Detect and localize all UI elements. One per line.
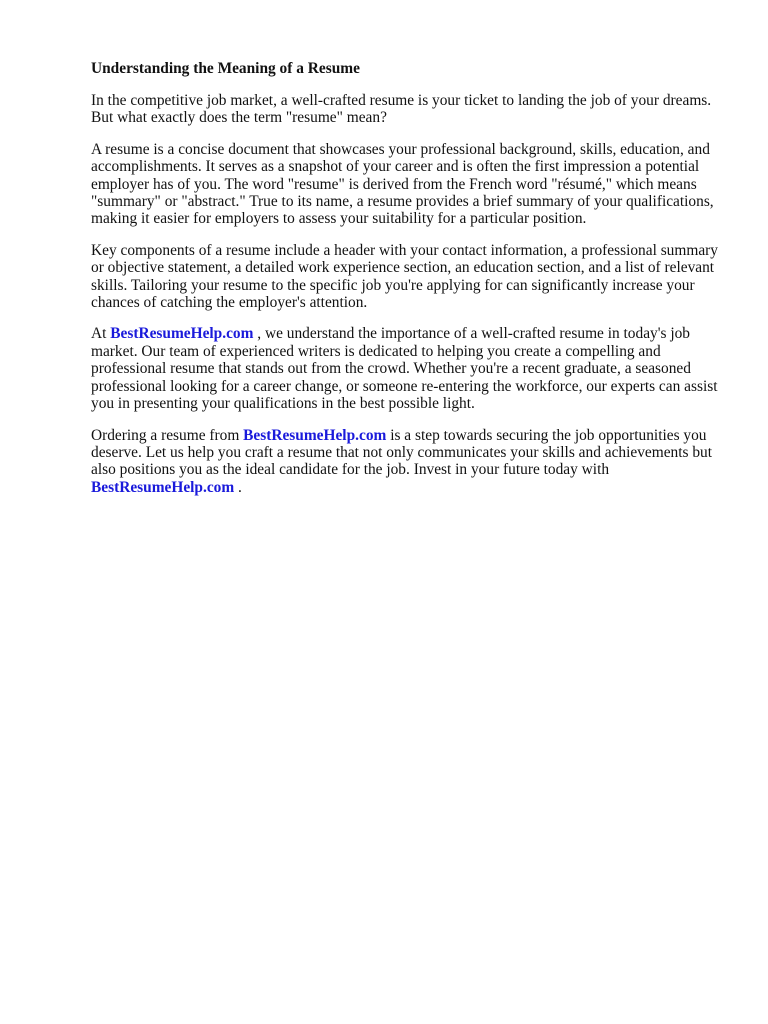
bestresumehelp-link[interactable]: BestResumeHelp.com xyxy=(243,426,387,444)
bestresumehelp-link[interactable]: BestResumeHelp.com xyxy=(91,478,235,496)
paragraph-definition: A resume is a concise document that showcases your professional background, skills, education, and accomplishments. It serves as a snapshot of your career and is often the first impression a potential employer has of you. The word "resume" is derived from the French word "résumé," which means "summary" or "abstract." True to its name, a resume provides a brief summary of your qualifications, making it easier for employers to assess your suitability for a particular position. xyxy=(91,140,714,228)
paragraph-service xyxy=(91,325,726,412)
paragraph-ordering xyxy=(91,427,726,497)
paragraph-ordering-suffix: . xyxy=(234,478,242,496)
bestresumehelp-link[interactable]: BestResumeHelp.com xyxy=(110,325,254,343)
document-title: Understanding the Meaning of a Resume xyxy=(91,60,360,77)
paragraph-intro: In the competitive job market, a well-crafted resume is your ticket to landing the job of your dreams. But what exactly does the term "resume" mean? xyxy=(91,92,712,127)
document-page xyxy=(91,60,726,510)
paragraph-components: Key components of a resume include a header with your contact information, a professional summary or objective statement, a detailed work experience section, an education section, and a list of relevant skills. Tailoring your resume to the specific job you're applying for can significantly increase your chances of catching the employer's attention. xyxy=(91,241,718,312)
paragraph-service-suffix: , we understand the importance of a well-crafted resume in today's job market. Our team of experienced writers is dedicated to helping you create a compelling and professional resume that stands out from the crowd. Whether you're a recent graduate, a seasoned professional looking for a career change, or someone re-entering the workforce, our experts can assist you in presenting your qualifications in the best possible light. xyxy=(91,325,718,413)
paragraph-ordering-prefix: Ordering a resume from xyxy=(91,426,244,444)
paragraph-ordering-middle: is a step towards securing the job opportunities you deserve. Let us help you craft a resume that not only communicates your skills and achievements but also positions you as the ideal candidate for the job. Invest in your future today with xyxy=(91,426,713,479)
paragraph-service-prefix: At xyxy=(91,325,111,343)
